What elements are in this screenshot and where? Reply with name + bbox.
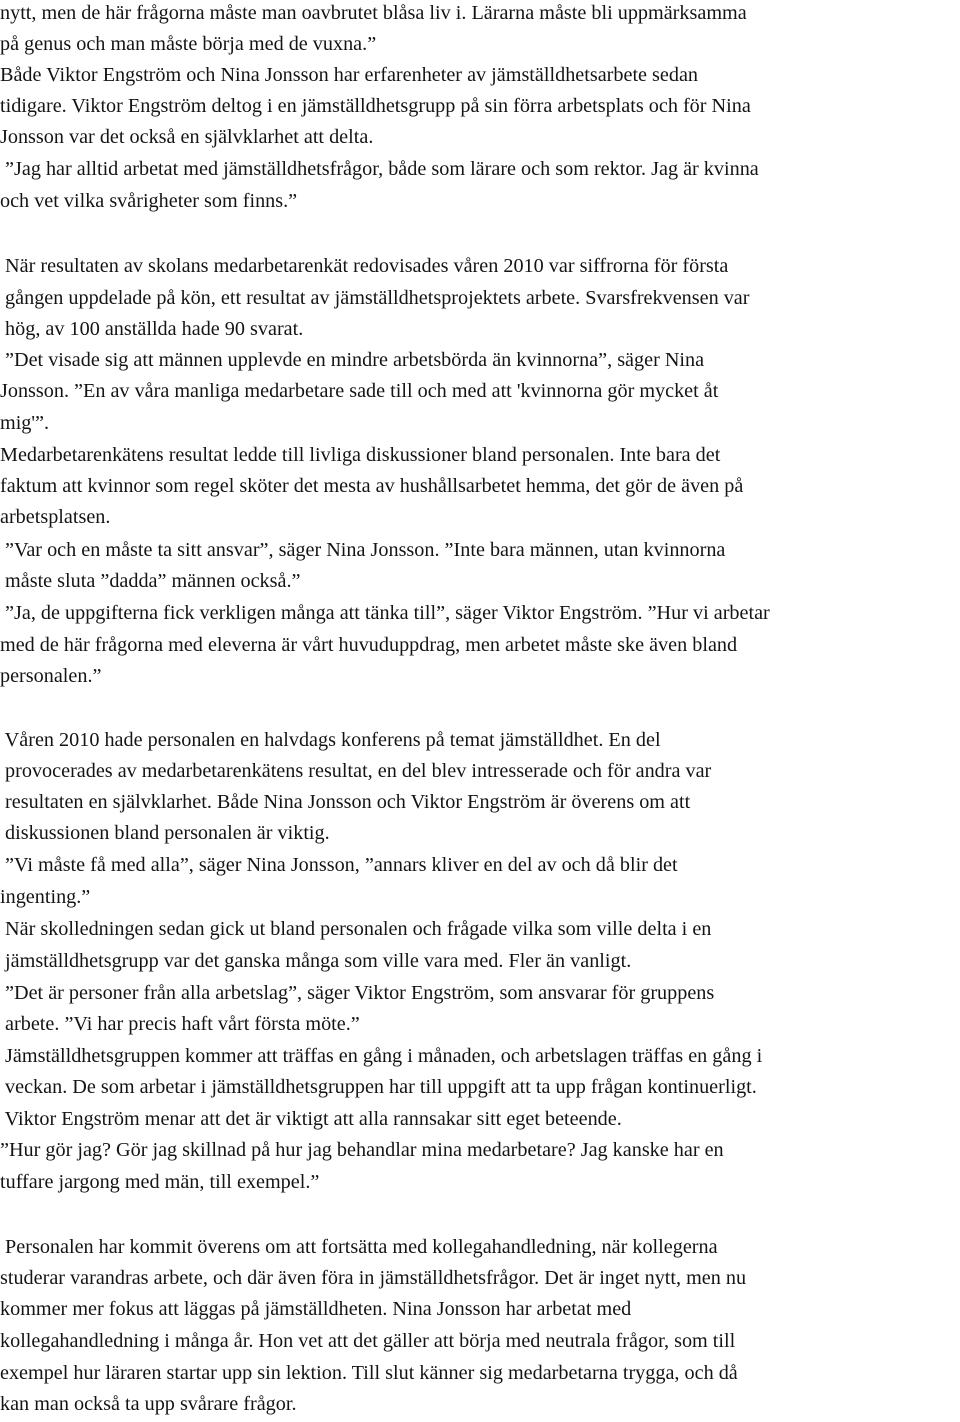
text-line: kollegahandledning i många år. Hon vet att det gäller att börja med neutrala frågor, som till (0, 1330, 736, 1352)
text-line: och vet vilka svårigheter som finns.” (0, 190, 298, 212)
text-line: tuffare jargong med män, till exempel.” (0, 1171, 320, 1193)
text-line: faktum att kvinnor som regel sköter det mesta av hushållsarbetet hemma, det gör de även på (0, 475, 744, 497)
text-line: Jonsson var det också en självklarhet att delta. (0, 126, 374, 148)
text-line: ”Det är personer från alla arbetslag”, säger Viktor Engström, som ansvarar för gruppens (0, 982, 715, 1004)
text-line: Medarbetarenkätens resultat ledde till livliga diskussioner bland personalen. Inte bara det (0, 444, 721, 466)
text-line: måste sluta ”dadda” männen också.” (0, 570, 301, 592)
text-line: veckan. De som arbetar i jämställdhetsgruppen har till uppgift att ta upp frågan kontinuerligt. (0, 1076, 757, 1098)
text-line: Jämställdhetsgruppen kommer att träffas en gång i månaden, och arbetslagen träffas en gång i (0, 1045, 763, 1067)
text-line: Personalen har kommit överens om att fortsätta med kollegahandledning, när kollegerna (0, 1236, 718, 1258)
text-line: Våren 2010 hade personalen en halvdags konferens på temat jämställdhet. En del (0, 729, 661, 751)
text-line: exempel hur läraren startar upp sin lektion. Till slut känner sig medarbetarna trygga, och då (0, 1362, 738, 1384)
text-line: med de här frågorna med eleverna är vårt huvuduppdrag, men arbetet måste ske även bland (0, 634, 738, 656)
text-line: Jonsson. ”En av våra manliga medarbetare sade till och med att 'kvinnorna gör mycket åt (0, 380, 719, 402)
text-line: gången uppdelade på kön, ett resultat av jämställdhetsprojektets arbete. Svarsfrekvensen var (0, 287, 750, 309)
text-line: ”Det visade sig att männen upplevde en mindre arbetsbörda än kvinnorna”, säger Nina (0, 349, 705, 371)
text-line: När resultaten av skolans medarbetarenkät redovisades våren 2010 var siffrorna för första (0, 255, 729, 277)
text-line: ”Jag har alltid arbetat med jämställdhetsfrågor, både som lärare och som rektor. Jag är kvinna (0, 158, 759, 180)
text-line: på genus och man måste börja med de vuxna.” (0, 33, 377, 55)
text-line: arbete. ”Vi har precis haft vårt första möte.” (0, 1013, 360, 1035)
text-line: ”Ja, de uppgifterna fick verkligen många att tänka till”, säger Viktor Engström. ”Hur vi arbetar (0, 602, 770, 624)
text-line: diskussionen bland personalen är viktig. (0, 822, 330, 844)
text-line: ”Hur gör jag? Gör jag skillnad på hur jag behandlar mina medarbetare? Jag kanske har en (0, 1139, 724, 1161)
text-line: kommer mer fokus att läggas på jämställdheten. Nina Jonsson har arbetat med (0, 1298, 632, 1320)
text-line: studerar varandras arbete, och där även föra in jämställdhetsfrågor. Det är inget nytt, men nu (0, 1267, 747, 1289)
text-line: tidigare. Viktor Engström deltog i en jämställdhetsgrupp på sin förra arbetsplats och för Nina (0, 95, 751, 117)
text-line: mig'”. (0, 412, 50, 434)
text-line: Både Viktor Engström och Nina Jonsson har erfarenheter av jämställdhetsarbete sedan (0, 64, 699, 86)
text-line: arbetsplatsen. (0, 506, 111, 528)
text-line: provocerades av medarbetarenkätens resultat, en del blev intresserade och för andra var (0, 760, 712, 782)
text-line: jämställdhetsgrupp var det ganska många som ville vara med. Fler än vanligt. (0, 950, 632, 972)
text-line: När skolledningen sedan gick ut bland personalen och frågade vilka som ville delta i en (0, 918, 712, 940)
text-line: ”Var och en måste ta sitt ansvar”, säger Nina Jonsson. ”Inte bara männen, utan kvinnorna (0, 539, 726, 561)
text-line: resultaten en självklarhet. Både Nina Jonsson och Viktor Engström är överens om att (0, 791, 691, 813)
text-line: ingenting.” (0, 886, 91, 908)
text-line: ”Vi måste få med alla”, säger Nina Jonsson, ”annars kliver en del av och då blir det (0, 854, 678, 876)
text-line: hög, av 100 anställda hade 90 svarat. (0, 318, 304, 340)
text-line: kan man också ta upp svårare frågor. (0, 1393, 297, 1415)
text-line: Viktor Engström menar att det är viktigt att alla rannsakar sitt eget beteende. (0, 1108, 622, 1130)
text-line: personalen.” (0, 665, 102, 687)
text-line: nytt, men de här frågorna måste man oavbrutet blåsa liv i. Lärarna måste bli uppmärksamma (0, 2, 747, 24)
